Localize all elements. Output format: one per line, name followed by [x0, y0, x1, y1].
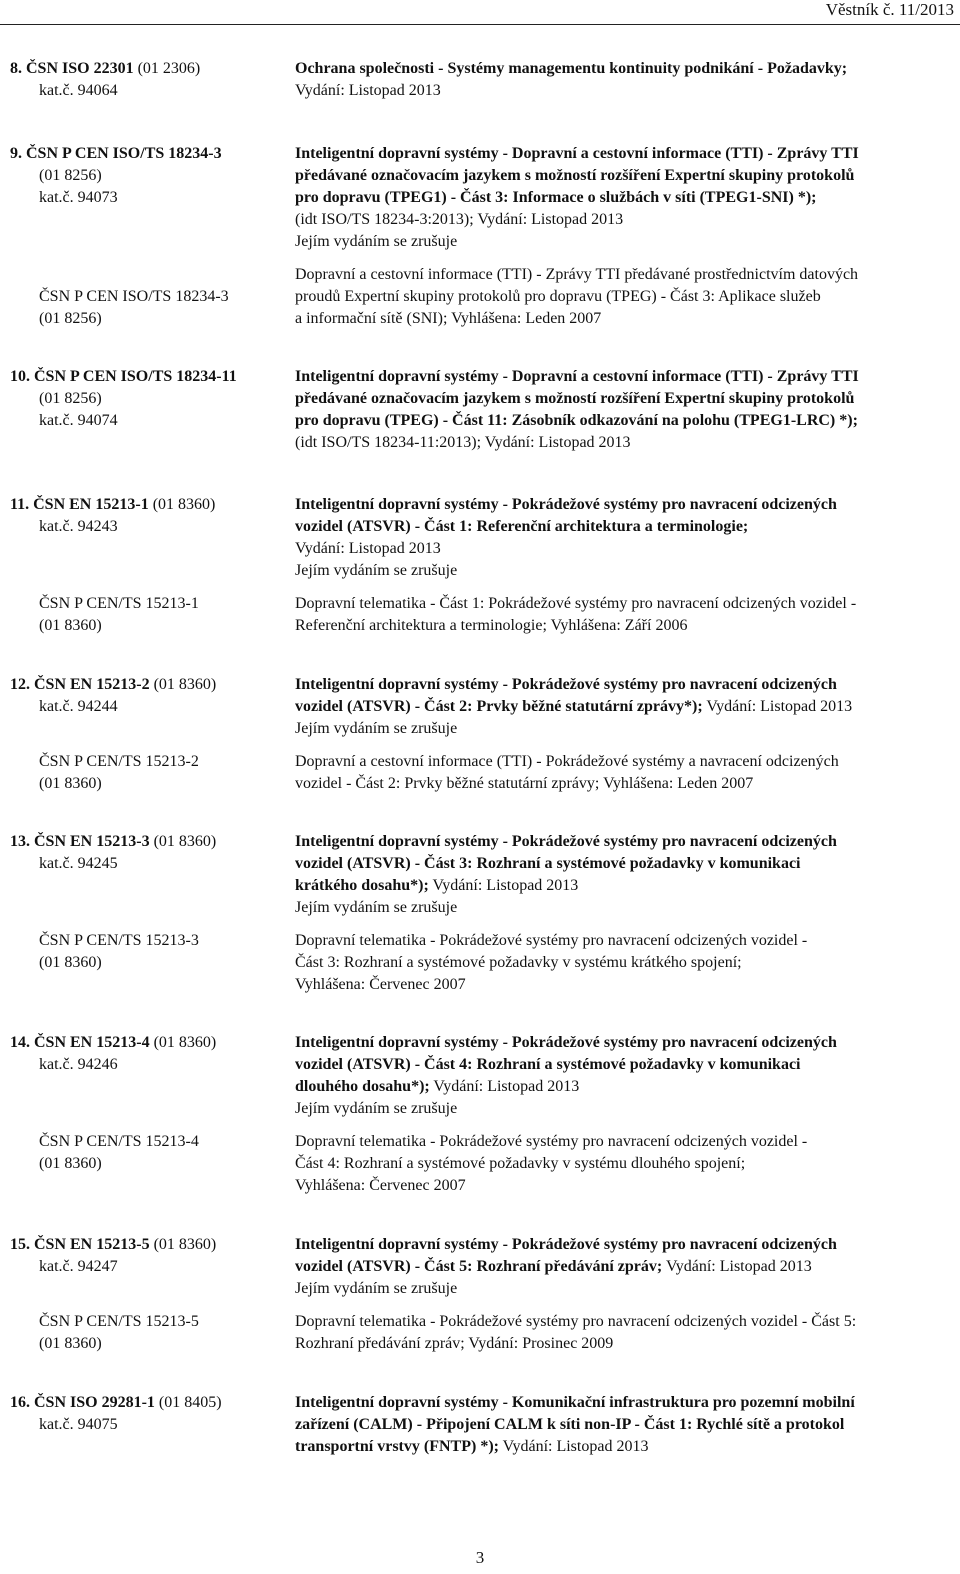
classification-code: (01 8360): [149, 1034, 217, 1051]
replaced-classification-code: (01 8360): [39, 1335, 102, 1352]
replaced-title-line: Referenční architektura a terminologie; Vyhlášena: Září 2006: [295, 617, 688, 634]
standard-title-line: vozidel (ATSVR) - Část 1: Referenční architektura a terminologie;: [295, 518, 749, 535]
standard-title-line: dlouhého dosahu*);: [295, 1078, 430, 1095]
standard-code: ČSN P CEN ISO/TS 18234-11: [34, 368, 237, 385]
catalog-number: kat.č. 94074: [39, 412, 118, 429]
replaced-classification-code: (01 8360): [39, 775, 102, 792]
journal-header: Věstník č. 11/2013: [825, 0, 954, 19]
replaced-standard-code: ČSN P CEN ISO/TS 18234-3: [39, 288, 229, 305]
replaced-title-line: Dopravní telematika - Část 1: Pokrádežové systémy pro navracení odcizených vozidel -: [295, 595, 857, 612]
replaces-label: Jejím vydáním se zrušuje: [295, 562, 458, 579]
header-rule: [0, 24, 960, 25]
standard-code: ČSN EN 15213-5: [34, 1236, 150, 1253]
standard-title-line: předávané označovacím jazykem s možností rozšíření Expertní skupiny protokolů: [295, 390, 855, 407]
replaced-classification-code: (01 8360): [39, 617, 102, 634]
classification-code: (01 2306): [133, 60, 201, 77]
standard-title-line: vozidel (ATSVR) - Část 5: Rozhraní předávání zpráv;: [295, 1258, 663, 1275]
replaced-title-line: vozidel - Část 2: Prvky běžné statutární zprávy; Vyhlášena: Leden 2007: [295, 775, 754, 792]
replaces-label: Jejím vydáním se zrušuje: [295, 720, 458, 737]
standard-title-line: vozidel (ATSVR) - Část 2: Prvky běžné statutární zprávy*);: [295, 698, 703, 715]
catalog-number: kat.č. 94064: [39, 82, 118, 99]
issue-date: Vydání: Listopad 2013: [662, 1258, 812, 1275]
classification-code: (01 8256): [39, 167, 102, 184]
issue-date: (idt ISO/TS 18234-11:2013); Vydání: Listopad 2013: [295, 434, 631, 451]
replaced-title-line: Dopravní a cestovní informace (TTI) - Zprávy TTI předávané prostřednictvím datových: [295, 266, 859, 283]
catalog-number: kat.č. 94244: [39, 698, 118, 715]
standard-title-line: vozidel (ATSVR) - Část 3: Rozhraní a systémové požadavky v komunikaci: [295, 855, 801, 872]
catalog-number: kat.č. 94247: [39, 1258, 118, 1275]
replaced-classification-code: (01 8360): [39, 1155, 102, 1172]
entry-number: 16.: [10, 1394, 30, 1411]
replaced-classification-code: (01 8256): [39, 310, 102, 327]
replaced-standard-code: ČSN P CEN/TS 15213-1: [39, 595, 199, 612]
replaced-standard-code: ČSN P CEN/TS 15213-5: [39, 1313, 199, 1330]
replaced-standard-code: ČSN P CEN/TS 15213-2: [39, 753, 199, 770]
standard-title-line: Inteligentní dopravní systémy - Komunikační infrastruktura pro pozemní mobilní: [295, 1394, 855, 1411]
replaced-title-line: Dopravní telematika - Pokrádežové systémy pro navracení odcizených vozidel -: [295, 1133, 808, 1150]
replaces-label: Jejím vydáním se zrušuje: [295, 1280, 458, 1297]
entry-number: 10.: [10, 368, 30, 385]
replaced-title-line: Dopravní telematika - Pokrádežové systémy pro navracení odcizených vozidel - Část 5:: [295, 1313, 857, 1330]
standard-code: ČSN EN 15213-1: [33, 496, 149, 513]
replaces-label: Jejím vydáním se zrušuje: [295, 1100, 458, 1117]
standard-title-line: vozidel (ATSVR) - Část 4: Rozhraní a systémové požadavky v komunikaci: [295, 1056, 801, 1073]
catalog-number: kat.č. 94246: [39, 1056, 118, 1073]
replaced-title-line: a informační sítě (SNI); Vyhlášena: Leden 2007: [295, 310, 602, 327]
catalog-number: kat.č. 94075: [39, 1416, 118, 1433]
issue-date: Vydání: Listopad 2013: [498, 1438, 649, 1455]
classification-code: (01 8405): [154, 1394, 222, 1411]
issue-date: Vydání: Listopad 2013: [702, 698, 853, 715]
standard-title-line: Inteligentní dopravní systémy - Pokrádežové systémy pro navracení odcizených: [295, 1236, 837, 1253]
replaced-title-line: proudů Expertní skupiny protokolů pro dopravu (TPEG) - Část 3: Aplikace služeb: [295, 288, 821, 305]
replaced-standard-code: ČSN P CEN/TS 15213-4: [39, 1133, 199, 1150]
replaced-title-line: Vyhlášena: Červenec 2007: [295, 976, 466, 993]
standard-title-line: Inteligentní dopravní systémy - Dopravní a cestovní informace (TTI) - Zprávy TTI: [295, 368, 859, 385]
entry-number: 12.: [10, 676, 30, 693]
standard-title-line: Inteligentní dopravní systémy - Dopravní a cestovní informace (TTI) - Zprávy TTI: [295, 145, 859, 162]
issue-date: (idt ISO/TS 18234-3:2013); Vydání: Listopad 2013: [295, 211, 624, 228]
classification-code: (01 8360): [149, 1236, 217, 1253]
replaced-classification-code: (01 8360): [39, 954, 102, 971]
standard-code: ČSN ISO 22301: [26, 60, 134, 77]
replaced-standard-code: ČSN P CEN/TS 15213-3: [39, 932, 199, 949]
standard-title-line: krátkého dosahu*);: [295, 877, 429, 894]
replaced-title-line: Rozhraní předávání zpráv; Vydání: Prosinec 2009: [295, 1335, 614, 1352]
classification-code: (01 8360): [149, 676, 217, 693]
replaced-title-line: Vyhlášena: Červenec 2007: [295, 1177, 466, 1194]
standard-code: ČSN EN 15213-3: [34, 833, 150, 850]
issue-date: Vydání: Listopad 2013: [429, 1078, 580, 1095]
replaced-title-line: Část 3: Rozhraní a systémové požadavky v systému krátkého spojení;: [295, 954, 742, 971]
standard-code: ČSN EN 15213-2: [34, 676, 150, 693]
classification-code: (01 8360): [148, 496, 216, 513]
entry-number: 8.: [10, 60, 22, 77]
standard-title-line: zařízení (CALM) - Připojení CALM k síti non-IP - Část 1: Rychlé sítě a protokol: [295, 1416, 845, 1433]
catalog-number: kat.č. 94243: [39, 518, 118, 535]
standard-title-line: Inteligentní dopravní systémy - Pokrádežové systémy pro navracení odcizených: [295, 1034, 837, 1051]
classification-code: (01 8256): [39, 390, 102, 407]
replaced-title-line: Část 4: Rozhraní a systémové požadavky v systému dlouhého spojení;: [295, 1155, 746, 1172]
standard-code: ČSN ISO 29281-1: [34, 1394, 155, 1411]
entry-number: 13.: [10, 833, 30, 850]
issue-date: Vydání: Listopad 2013: [295, 540, 441, 557]
entry-number: 14.: [10, 1034, 30, 1051]
standard-title-line: pro dopravu (TPEG) - Část 11: Zásobník odkazování na polohu (TPEG1-LRC) *);: [295, 412, 858, 429]
catalog-number: kat.č. 94073: [39, 189, 118, 206]
standard-code: ČSN P CEN ISO/TS 18234-3: [26, 145, 222, 162]
standard-title: Ochrana společnosti - Systémy managementu kontinuity podnikání - Požadavky;: [295, 60, 848, 77]
replaced-title-line: Dopravní a cestovní informace (TTI) - Pokrádežové systémy a navracení odcizených: [295, 753, 839, 770]
classification-code: (01 8360): [149, 833, 217, 850]
standard-title-line: předávané označovacím jazykem s možností rozšíření Expertní skupiny protokolů: [295, 167, 855, 184]
standard-title-line: Inteligentní dopravní systémy - Pokrádežové systémy pro navracení odcizených: [295, 676, 837, 693]
standard-code: ČSN EN 15213-4: [34, 1034, 150, 1051]
issue-date: Vydání: Listopad 2013: [295, 82, 441, 99]
replaces-label: Jejím vydáním se zrušuje: [295, 899, 458, 916]
entry-number: 11.: [10, 496, 30, 513]
standard-title-line: pro dopravu (TPEG1) - Část 3: Informace o službách v síti (TPEG1-SNI) *);: [295, 189, 817, 206]
standard-title-line: Inteligentní dopravní systémy - Pokrádežové systémy pro navracení odcizených: [295, 496, 837, 513]
entry-number: 15.: [10, 1236, 30, 1253]
catalog-number: kat.č. 94245: [39, 855, 118, 872]
page-number: 3: [475, 1548, 485, 1567]
replaced-title-line: Dopravní telematika - Pokrádežové systémy pro navracení odcizených vozidel -: [295, 932, 808, 949]
entry-number: 9.: [10, 145, 22, 162]
standard-title-line: Inteligentní dopravní systémy - Pokrádežové systémy pro navracení odcizených: [295, 833, 837, 850]
replaces-label: Jejím vydáním se zrušuje: [295, 233, 458, 250]
issue-date: Vydání: Listopad 2013: [428, 877, 579, 894]
standard-title-line: transportní vrstvy (FNTP) *);: [295, 1438, 499, 1455]
